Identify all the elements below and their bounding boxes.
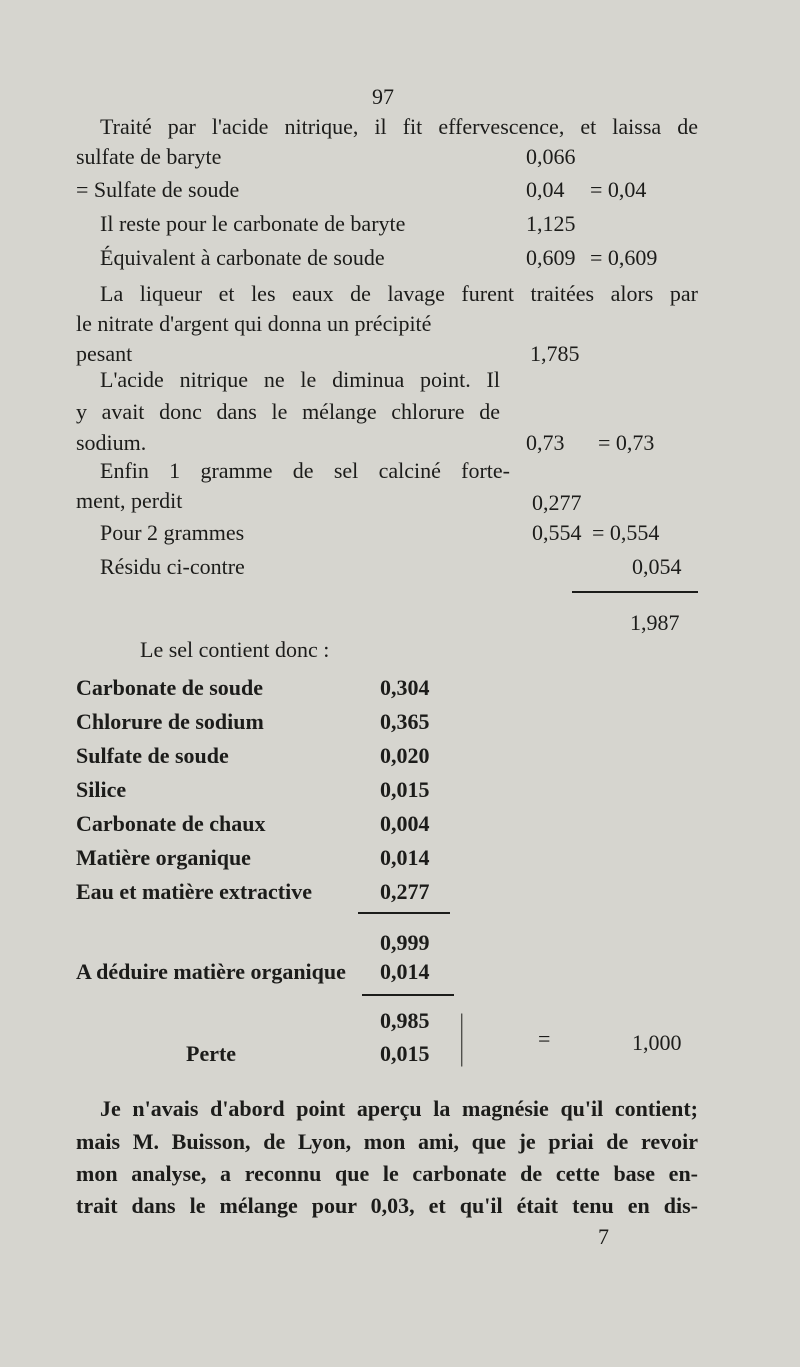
deduire-label: A déduire matière organique — [76, 959, 346, 984]
composition-label: Carbonate de soude — [76, 675, 264, 700]
enfin-value: 0,277 — [532, 490, 582, 515]
sodium-result: = 0,73 — [598, 430, 655, 455]
sulfate-baryte-value: 0,066 — [526, 144, 576, 169]
composition-value: 0,020 — [380, 743, 430, 768]
equivalent-value: 0,609 — [526, 245, 576, 270]
footer-signature-number: 7 — [598, 1224, 609, 1249]
liqueur-line: La liqueur et les eaux de lavage furent traitées alors par — [100, 281, 698, 306]
closing-line: trait dans le mélange pour 0,03, et qu'il était tenu en dis- — [76, 1193, 698, 1218]
perte-value: 0,015 — [380, 1041, 430, 1066]
equals-sign: = — [538, 1026, 551, 1051]
deduire-value: 0,014 — [380, 959, 430, 984]
composition-heading: Le sel contient donc : — [140, 637, 330, 662]
enfin-line: Enfin 1 gramme de sel calciné forte- — [100, 458, 510, 483]
sulfate-baryte-label: sulfate de baryte — [76, 144, 222, 169]
residu-value: 0,054 — [632, 554, 682, 579]
composition-value: 0,277 — [380, 879, 430, 904]
perte-label: Perte — [186, 1041, 237, 1066]
pour2-result: = 0,554 — [592, 520, 660, 545]
equivalent-result: = 0,609 — [590, 245, 658, 270]
composition-label: Carbonate de chaux — [76, 811, 266, 836]
sulfate-soude-value: 0,04 — [526, 177, 565, 202]
right-bracket-icon: | — [459, 1002, 464, 1067]
intro-line: Traité par l'acide nitrique, il fit effervescence, et laissa de — [100, 114, 698, 139]
composition-subtotal: 0,999 — [380, 930, 430, 955]
sulfate-soude-result: = 0,04 — [590, 177, 647, 202]
closing-line: Je n'avais d'abord point aperçu la magnésie qu'il contient; — [100, 1096, 698, 1121]
net-value: 0,985 — [380, 1008, 430, 1033]
composition-label: Silice — [76, 777, 127, 802]
composition-label: Sulfate de soude — [76, 743, 229, 768]
composition-value: 0,015 — [380, 777, 430, 802]
pesant-label: pesant — [76, 341, 133, 366]
liqueur-line: le nitrate d'argent qui donna un précipité — [76, 311, 432, 336]
grand-total: 1,000 — [632, 1030, 682, 1055]
composition-label: Chlorure de sodium — [76, 709, 264, 734]
sodium-label: sodium. — [76, 430, 147, 455]
reste-value: 1,125 — [526, 211, 576, 236]
sum-rule — [572, 591, 698, 593]
pour2-label: Pour 2 grammes — [100, 520, 245, 545]
section-total: 1,987 — [630, 610, 680, 635]
sulfate-soude-label: = Sulfate de soude — [76, 177, 240, 202]
acide-line: y avait donc dans le mélange chlorure de — [76, 399, 500, 424]
closing-line: mon analyse, a reconnu que le carbonate de cette base en- — [76, 1161, 698, 1186]
composition-value: 0,014 — [380, 845, 430, 870]
composition-label: Matière organique — [76, 845, 251, 870]
composition-value: 0,304 — [380, 675, 430, 700]
pour2-value: 0,554 — [532, 520, 582, 545]
equivalent-label: Équivalent à carbonate de soude — [100, 245, 385, 270]
residu-label: Résidu ci-contre — [100, 554, 245, 579]
sum-rule — [358, 912, 450, 914]
composition-label: Eau et matière extractive — [76, 879, 312, 904]
acide-line: L'acide nitrique ne le diminua point. Il — [100, 367, 500, 392]
closing-line: mais M. Buisson, de Lyon, mon ami, que je priai de revoir — [76, 1129, 698, 1154]
sodium-value: 0,73 — [526, 430, 565, 455]
enfin-label: ment, perdit — [76, 488, 183, 513]
pesant-value: 1,785 — [530, 341, 580, 366]
sum-rule — [362, 994, 454, 996]
composition-value: 0,004 — [380, 811, 430, 836]
page-number: 97 — [372, 84, 394, 109]
composition-value: 0,365 — [380, 709, 430, 734]
reste-label: Il reste pour le carbonate de baryte — [100, 211, 406, 236]
